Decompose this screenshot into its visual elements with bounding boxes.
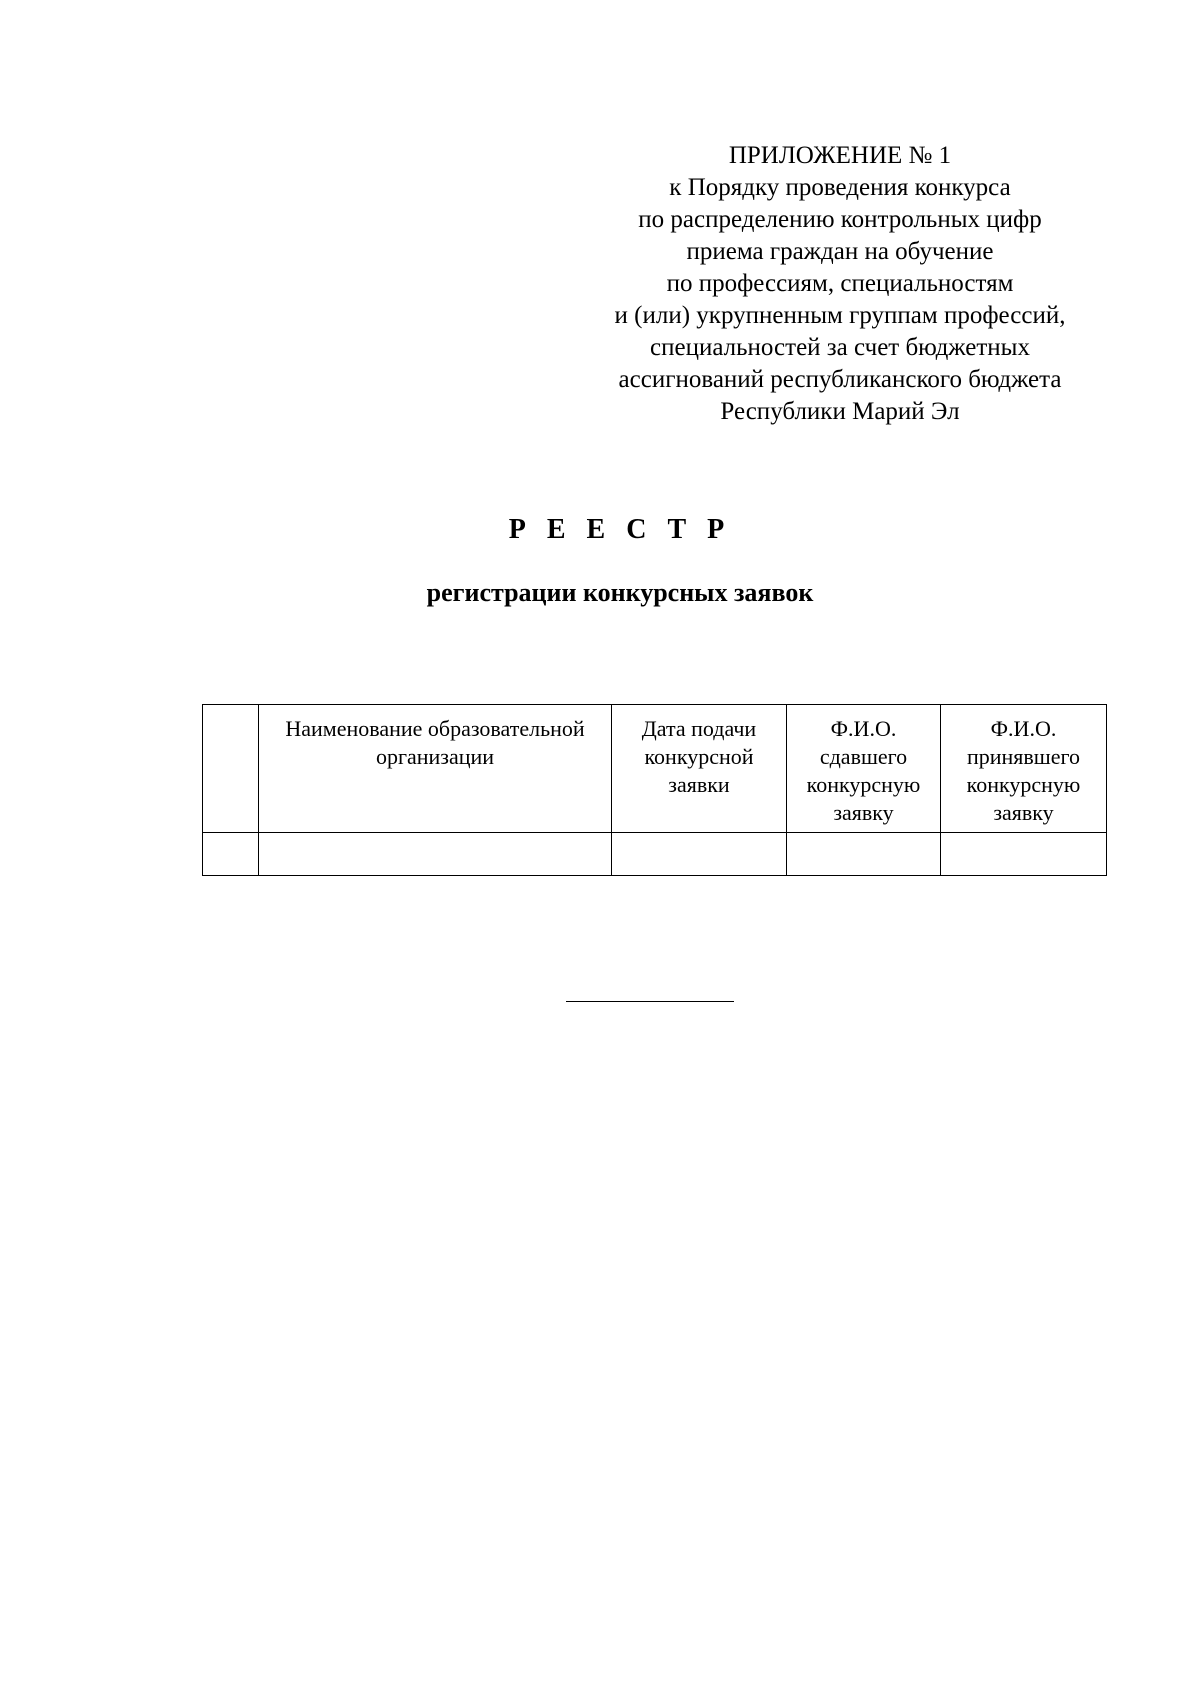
column-header-submission-date [612,705,787,833]
header-line: конкурсную [806,772,921,797]
registry-table [202,704,1107,876]
header-line: Ф.И.О. [990,716,1057,741]
header-line: сдавшего [819,744,908,769]
registry-subtitle: регистрации конкурсных заявок [426,578,814,607]
header-line: организации [375,744,495,769]
table-cell [787,833,941,876]
table-cell [941,833,1107,876]
table-cell [259,833,612,876]
header-line: Ф.И.О. [830,716,897,741]
header-line: конкурсную [966,772,1081,797]
appendix-line: по распределению контрольных цифр [638,206,1042,233]
header-line: заявку [833,800,894,825]
appendix-line: по профессиям, специальностям [666,270,1014,297]
appendix-line: и (или) укрупненным группам профессий, [614,302,1066,329]
appendix-line: к Порядку проведения конкурса [669,174,1011,201]
appendix-number: ПРИЛОЖЕНИЕ № 1 [728,142,952,169]
appendix-line: специальностей за счет бюджетных [650,334,1030,361]
table-row [203,833,1107,876]
end-of-document-rule [566,1001,734,1002]
appendix-line: Республики Марий Эл [720,398,960,425]
header-line: Наименование образовательной [285,716,585,741]
header-line: конкурсной [644,744,754,769]
column-header-submitter [787,705,941,833]
header-line: Дата подачи [641,716,757,741]
column-header-number [203,705,259,833]
header-line: заявку [993,800,1054,825]
appendix-line: ассигнований республиканского бюджета [618,366,1062,393]
appendix-header [560,140,1120,428]
column-header-organization [259,705,612,833]
header-line: заявки [668,772,730,797]
table-cell [612,833,787,876]
header-line: принявшего [966,744,1080,769]
table-header-row [203,705,1107,833]
appendix-line: приема граждан на обучение [686,238,994,265]
registry-title: Р Е Е С Т Р [508,514,732,545]
table-cell [203,833,259,876]
column-header-receiver [941,705,1107,833]
